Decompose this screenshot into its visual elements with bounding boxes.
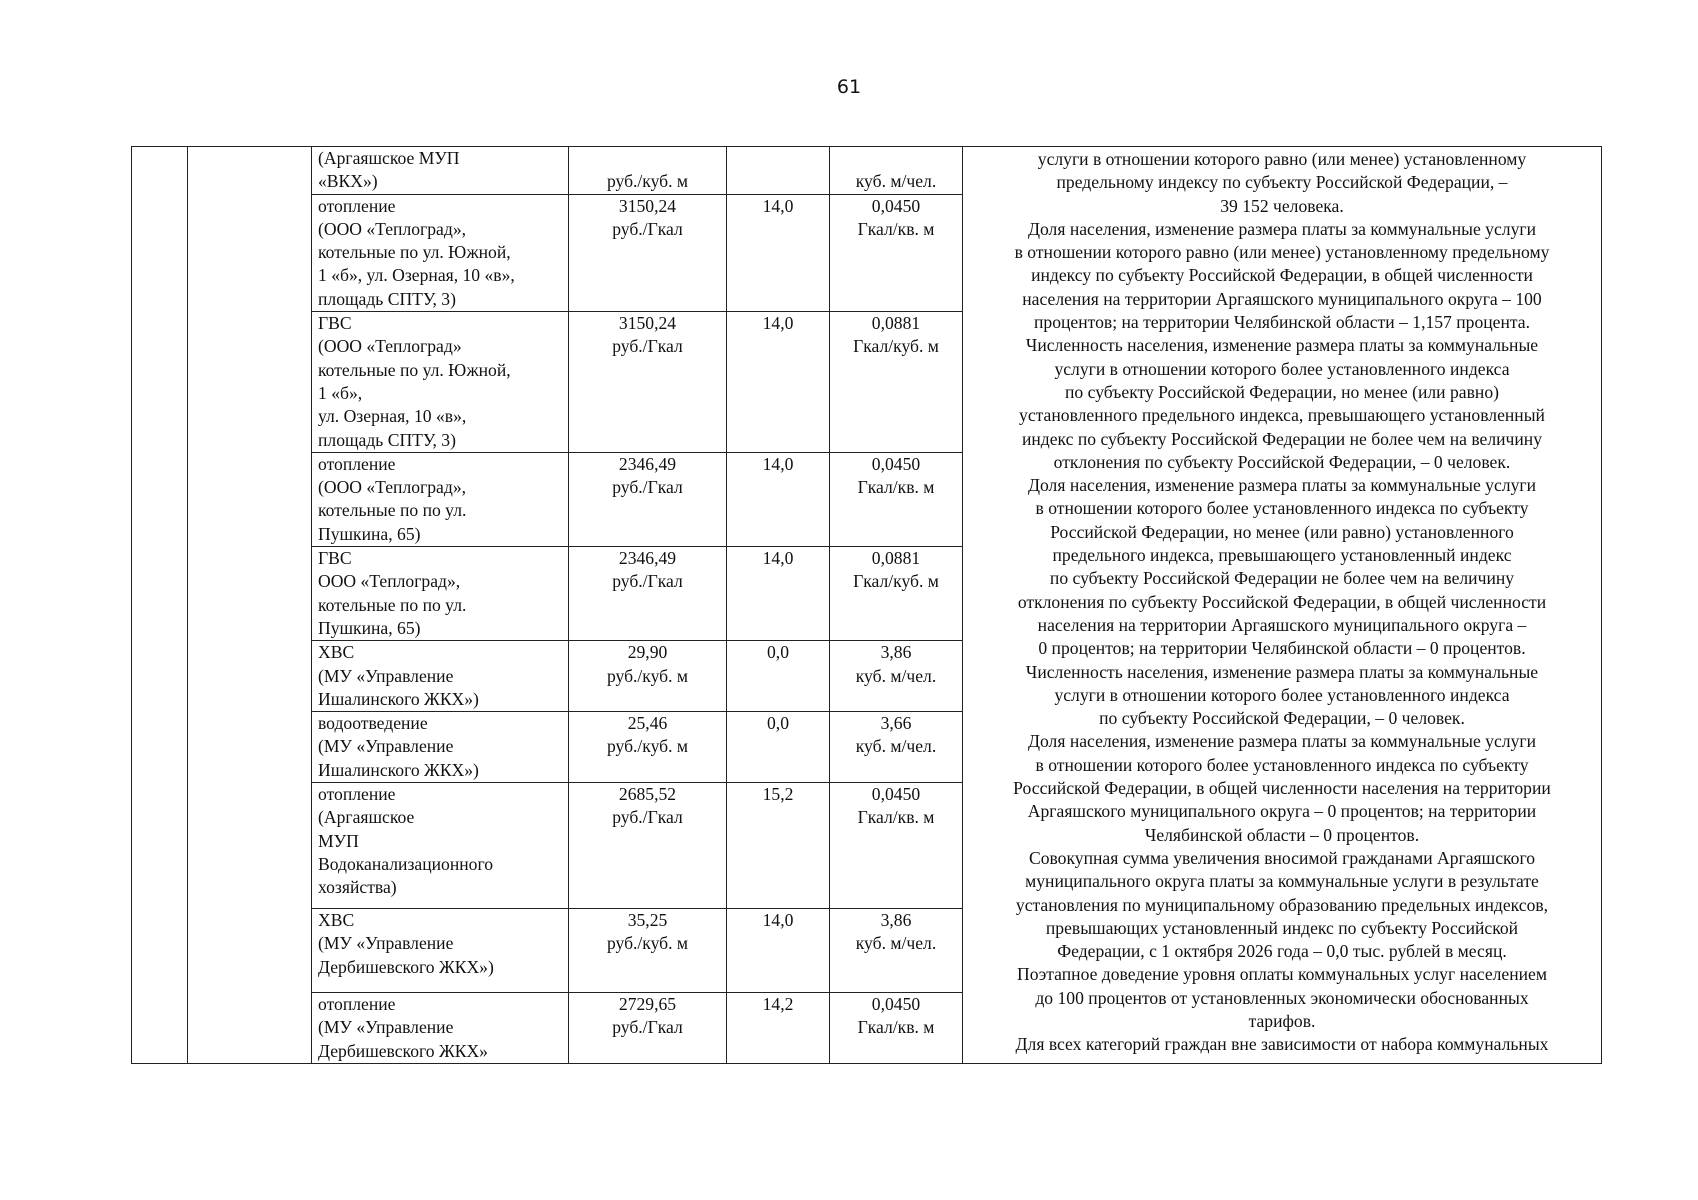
description-line: установленного предельного индекса, превышающего установленный bbox=[1019, 405, 1545, 426]
norm-line: Гкал/куб. м bbox=[853, 571, 939, 592]
norm-line: Гкал/кв. м bbox=[857, 218, 935, 239]
description-line: Аргаяшского муниципального округа – 0 процентов; на территории bbox=[1027, 801, 1537, 822]
service-name-line: 1 «б», ул. Озерная, 10 «в», bbox=[318, 265, 515, 286]
description-line: отклонения по субъекту Российской Федерации, в общей численности bbox=[1017, 591, 1547, 612]
price-line: руб./куб. м bbox=[606, 736, 689, 757]
description-line: до 100 процентов от установленных экономически обоснованных bbox=[1035, 987, 1529, 1008]
description-line: Поэтапное доведение уровня оплаты коммунальных услуг населением bbox=[1017, 964, 1547, 985]
description-line: населения на территории Аргаяшского муниципального округа – 100 bbox=[1022, 288, 1542, 309]
percent-cell bbox=[727, 194, 830, 311]
description-line: по субъекту Российской Федерации, – 0 человек. bbox=[1099, 708, 1465, 729]
service-name-line: площадь СПТУ, 3) bbox=[318, 288, 456, 309]
description-line: индексу по субъекту Российской Федерации, в общей численности bbox=[1031, 265, 1533, 286]
norm-cell bbox=[830, 712, 963, 783]
description-line: тарифов. bbox=[1248, 1010, 1316, 1031]
service-name-line: (Аргаяшское МУП bbox=[318, 148, 460, 168]
service-name-line: Ишалинского ЖКХ») bbox=[318, 759, 479, 780]
price-line: руб./Гкал bbox=[612, 336, 683, 357]
norm-cell bbox=[830, 452, 963, 546]
description-line: Доля населения, изменение размера платы за коммунальные услуги bbox=[1027, 218, 1536, 239]
service-name-cell bbox=[312, 547, 569, 641]
service-name-line: площадь СПТУ, 3) bbox=[318, 429, 456, 450]
price-cell bbox=[569, 312, 727, 453]
description-line: Российской Федерации, но менее (или равно) установленного bbox=[1050, 521, 1514, 542]
price-line: руб./Гкал bbox=[612, 571, 683, 592]
norm-line: 3,86 bbox=[880, 910, 912, 931]
description-line: в отношении которого более установленного индекса по субъекту bbox=[1035, 754, 1529, 775]
percent-line bbox=[731, 147, 825, 170]
percent-cell bbox=[727, 312, 830, 453]
price-line: руб./Гкал bbox=[612, 218, 683, 239]
price-line: 2346,49 bbox=[618, 548, 677, 569]
percent-line: 0,0 bbox=[767, 642, 789, 663]
service-name-line: (ООО «Теплоград», bbox=[318, 477, 467, 498]
price-line: 25,46 bbox=[627, 713, 668, 734]
price-line: руб./Гкал bbox=[612, 807, 683, 828]
description-line: населения на территории Аргаяшского муниципального округа – bbox=[1037, 614, 1527, 635]
norm-line: куб. м/чел. bbox=[855, 736, 937, 757]
percent-cell bbox=[727, 452, 830, 546]
norm-line: куб. м/чел. bbox=[855, 933, 937, 954]
price-line: руб./куб. м bbox=[606, 665, 689, 686]
description-line: индекс по субъекту Российской Федерации не более чем на величину bbox=[1021, 428, 1543, 449]
service-name-line: котельные по ул. Южной, bbox=[318, 242, 511, 263]
percent-cell bbox=[727, 909, 830, 993]
norm-line: Гкал/кв. м bbox=[857, 1017, 935, 1038]
percent-cell bbox=[727, 641, 830, 712]
service-name-line: (МУ «Управление bbox=[318, 1017, 454, 1038]
description-line: Доля населения, изменение размера платы за коммунальные услуги bbox=[1027, 731, 1536, 752]
description-line: муниципального округа платы за коммунальные услуги в результате bbox=[1025, 871, 1539, 892]
norm-line: куб. м/чел. bbox=[855, 665, 937, 686]
service-name-line: котельные по по ул. bbox=[318, 594, 467, 615]
price-line: 2729,65 bbox=[618, 994, 677, 1015]
percent-cell bbox=[727, 547, 830, 641]
percent-line: 14,0 bbox=[762, 453, 794, 474]
service-name-line: отопление bbox=[318, 994, 396, 1015]
price-line: 35,25 bbox=[627, 910, 668, 931]
norm-line: 0,0450 bbox=[871, 195, 921, 216]
service-name-line: ООО «Теплоград», bbox=[318, 571, 461, 592]
service-name-line: Дербишевского ЖКХ») bbox=[318, 956, 494, 977]
description-line: услуги в отношении которого равно (или менее) установленному bbox=[1037, 149, 1527, 169]
service-name-line: котельные по ул. Южной, bbox=[318, 359, 511, 380]
norm-cell bbox=[830, 993, 963, 1064]
price-line: 29,90 bbox=[627, 642, 668, 663]
price-line: 2346,49 bbox=[618, 453, 677, 474]
service-name-line: ГВС bbox=[318, 548, 352, 569]
price-line bbox=[573, 147, 722, 170]
service-name-line: (ООО «Теплоград» bbox=[318, 336, 462, 357]
service-name-cell bbox=[312, 312, 569, 453]
service-name-line: (Аргаяшское bbox=[318, 807, 415, 828]
norm-line: 0,0881 bbox=[871, 548, 921, 569]
service-name-line: 1 «б», bbox=[318, 382, 363, 403]
description-line: 39 152 человека. bbox=[1220, 195, 1344, 216]
service-name-line: отопление bbox=[318, 784, 396, 805]
service-name-line: МУП bbox=[318, 830, 359, 851]
description-line: Федерации, с 1 октября 2026 года – 0,0 тыс. рублей в месяц. bbox=[1057, 941, 1507, 962]
percent-line: 14,0 bbox=[762, 910, 794, 931]
description-line: Численность населения, изменение размера платы за коммунальные bbox=[1025, 335, 1539, 356]
service-name-cell bbox=[312, 147, 569, 195]
norm-line bbox=[834, 147, 958, 170]
service-name-line: «ВКХ») bbox=[318, 171, 378, 192]
blank-col-2 bbox=[188, 147, 312, 1064]
service-name-line: отопление bbox=[318, 453, 396, 474]
service-name-line: ХВС bbox=[318, 910, 355, 931]
description-line: предельному индексу по субъекту Российской Федерации, – bbox=[1056, 172, 1508, 193]
service-name-cell bbox=[312, 783, 569, 909]
description-line: Для всех категорий граждан вне зависимости от набора коммунальных bbox=[1015, 1034, 1549, 1055]
description-line: в отношении которого более установленного индекса по субъекту bbox=[1035, 498, 1529, 519]
price-cell bbox=[569, 194, 727, 311]
service-name-line: (МУ «Управление bbox=[318, 665, 454, 686]
service-name-line: (МУ «Управление bbox=[318, 736, 454, 757]
description-line: Численность населения, изменение размера платы за коммунальные bbox=[1025, 661, 1539, 682]
service-name-line: (МУ «Управление bbox=[318, 933, 454, 954]
price-cell bbox=[569, 452, 727, 546]
norm-line: 0,0881 bbox=[871, 313, 921, 334]
price-cell bbox=[569, 641, 727, 712]
price-cell bbox=[569, 147, 727, 195]
norm-line: 3,66 bbox=[880, 713, 912, 734]
norm-line: 0,0450 bbox=[871, 784, 921, 805]
service-name-line: Ишалинского ЖКХ») bbox=[318, 688, 479, 709]
service-name-line: (ООО «Теплоград», bbox=[318, 218, 467, 239]
description-line: по субъекту Российской Федерации, но менее (или равно) bbox=[1065, 381, 1499, 402]
norm-cell bbox=[830, 783, 963, 909]
description-line: 0 процентов; на территории Челябинской области – 0 процентов. bbox=[1038, 638, 1526, 659]
percent-line: 14,0 bbox=[762, 548, 794, 569]
price-cell bbox=[569, 547, 727, 641]
description-line: услуги в отношении которого более установленного индекса bbox=[1054, 358, 1510, 379]
price-line: руб./куб. м bbox=[606, 171, 689, 192]
description-line: Российской Федерации, в общей численности населения на территории bbox=[1013, 778, 1551, 799]
service-name-line: отопление bbox=[318, 195, 396, 216]
description-line: превышающих установленный индекс по субъекту Российской bbox=[1045, 917, 1519, 938]
price-line: руб./Гкал bbox=[612, 1017, 683, 1038]
norm-line: Гкал/кв. м bbox=[857, 807, 935, 828]
service-name-cell bbox=[312, 641, 569, 712]
description-line: Доля населения, изменение размера платы за коммунальные услуги bbox=[1027, 475, 1536, 496]
service-name-line: Пушкина, 65) bbox=[318, 523, 421, 544]
price-line: руб./куб. м bbox=[606, 933, 689, 954]
percent-cell bbox=[727, 993, 830, 1064]
description-line: установления по муниципальному образованию предельных индексов, bbox=[1015, 894, 1549, 915]
description-line: услуги в отношении которого более установленного индекса bbox=[1054, 684, 1510, 705]
norm-line: 3,86 bbox=[880, 642, 912, 663]
norm-line: 0,0450 bbox=[871, 994, 921, 1015]
norm-cell bbox=[830, 547, 963, 641]
page-number: 61 bbox=[836, 76, 862, 98]
service-name-line: Дербишевского ЖКХ» bbox=[318, 1040, 488, 1061]
percent-cell bbox=[727, 147, 830, 195]
norm-cell bbox=[830, 909, 963, 993]
description-line: процентов; на территории Челябинской области – 1,157 процента. bbox=[1033, 312, 1531, 333]
service-name-cell bbox=[312, 909, 569, 993]
percent-line: 15,2 bbox=[762, 784, 794, 805]
service-name-line: ГВС bbox=[318, 313, 352, 334]
norm-line: Гкал/кв. м bbox=[857, 477, 935, 498]
percent-line: 14,0 bbox=[762, 313, 794, 334]
service-name-line: Пушкина, 65) bbox=[318, 617, 421, 638]
service-name-line: хозяйства) bbox=[318, 877, 397, 898]
description-line: по субъекту Российской Федерации не более чем на величину bbox=[1049, 568, 1515, 589]
price-line: 2685,52 bbox=[618, 784, 677, 805]
description-line: Совокупная сумма увеличения вносимой гражданами Аргаяшского bbox=[1028, 847, 1536, 868]
description-cell bbox=[963, 147, 1602, 1064]
description-line: предельного индекса, превышающего установленный индекс bbox=[1052, 545, 1512, 566]
norm-line: куб. м/чел. bbox=[855, 171, 937, 192]
service-name-line: Водоканализационного bbox=[318, 853, 494, 874]
norm-cell bbox=[830, 194, 963, 311]
norm-line: 0,0450 bbox=[871, 453, 921, 474]
price-cell bbox=[569, 909, 727, 993]
price-cell bbox=[569, 712, 727, 783]
service-name-line: котельные по по ул. bbox=[318, 500, 467, 521]
percent-line: 14,0 bbox=[762, 195, 794, 216]
service-name-line: водоотведение bbox=[318, 713, 428, 734]
service-name-cell bbox=[312, 993, 569, 1064]
price-line: 3150,24 bbox=[618, 195, 677, 216]
service-name-line: ул. Озерная, 10 «в», bbox=[318, 406, 467, 427]
price-cell bbox=[569, 993, 727, 1064]
description-line: Челябинской области – 0 процентов. bbox=[1144, 824, 1420, 845]
norm-line: Гкал/куб. м bbox=[853, 336, 939, 357]
description-line: в отношении которого равно (или менее) установленному предельному bbox=[1014, 242, 1550, 263]
service-name-cell bbox=[312, 712, 569, 783]
service-name-cell bbox=[312, 194, 569, 311]
service-name-line: ХВС bbox=[318, 642, 355, 663]
tariff-table bbox=[131, 146, 1602, 1064]
percent-line: 14,2 bbox=[762, 994, 794, 1015]
percent-line: 0,0 bbox=[767, 713, 789, 734]
table-row bbox=[132, 147, 1602, 195]
price-line: руб./Гкал bbox=[612, 477, 683, 498]
price-cell bbox=[569, 783, 727, 909]
service-name-cell bbox=[312, 452, 569, 546]
norm-cell bbox=[830, 641, 963, 712]
description-line: отклонения по субъекту Российской Федерации, – 0 человек. bbox=[1053, 451, 1511, 472]
price-line: 3150,24 bbox=[618, 313, 677, 334]
blank-col-1 bbox=[132, 147, 188, 1064]
norm-cell bbox=[830, 312, 963, 453]
percent-cell bbox=[727, 712, 830, 783]
norm-cell bbox=[830, 147, 963, 195]
percent-cell bbox=[727, 783, 830, 909]
